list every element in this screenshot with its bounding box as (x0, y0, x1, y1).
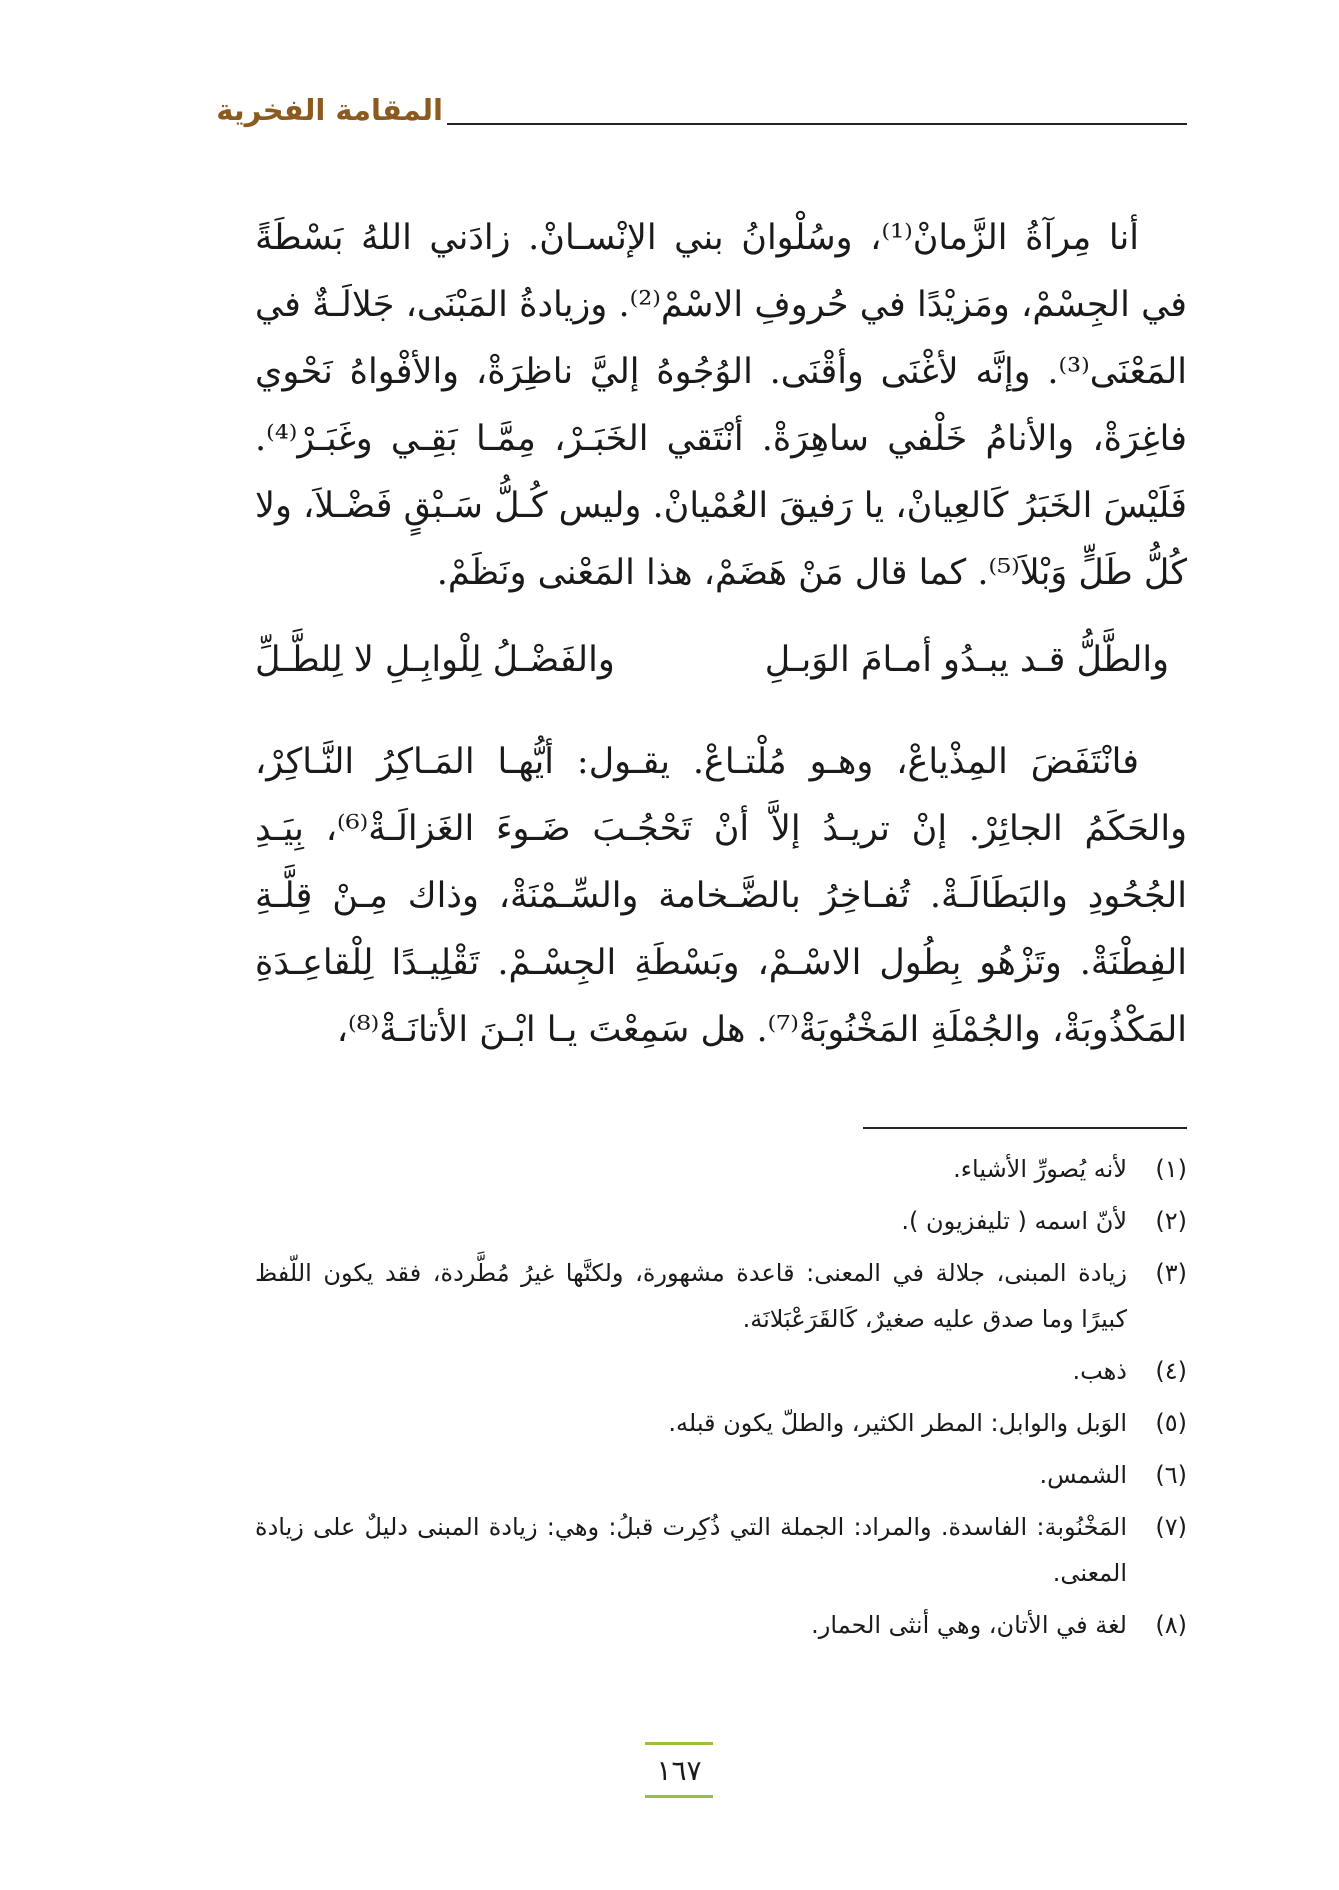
footnote-text: الشمس. (1039, 1461, 1127, 1489)
footnote-number: (٥) (1155, 1409, 1187, 1437)
footnote-text: لأنه يُصورِّ الأشياء. (953, 1155, 1127, 1183)
footnote-number: (٧) (1155, 1513, 1187, 1541)
footnote-item (255, 1602, 1187, 1648)
footnote-text: لغة في الأتان، وهي أنثى الحمار. (811, 1611, 1127, 1639)
footnote-number: (٦) (1155, 1461, 1187, 1489)
footnote-number: (١) (1155, 1155, 1187, 1183)
footnote-text: الوَبل والوابل: المطر الكثير، والطلّ يكون قبله. (668, 1409, 1127, 1437)
footnote-number: (٤) (1155, 1357, 1187, 1385)
footnote-item (255, 1400, 1187, 1446)
footnote-item (255, 1504, 1187, 1596)
footnote-number: (٣) (1155, 1259, 1187, 1287)
running-header-title: المقامة الفخرية (216, 93, 443, 127)
footnote-item (255, 1348, 1187, 1394)
poem-second-hemistich: والفَضْـلُ لِلْوابِـلِ لا لِلطَّـلِّ (255, 640, 615, 680)
poem-verse (255, 625, 1187, 695)
paragraph-1: أنا مِرآةُ الزَّمانْ⁽¹⁾، وسُلْوانُ بني الإنْسـانْ. زادَني اللهُ بَسْطَةً في الجِسْمْ، ومَزيْدًا في حُروفِ الاسْمْ⁽²⁾. وزيادةُ المَبْنَى، جَلالَـةٌ في المَعْنَى⁽³⁾. وإنَّه لأغْنَى وأقْنَى. الوُجُوهُ إليَّ ناظِرَةْ، والأفْواهُ نَحْوي فاغِرَةْ، والأنامُ خَلْفي ساهِرَةْ. أنْتَقي الخَبَـرْ، مِمَّـا بَقِـي وغَبَـرْ⁽⁴⁾. فَلَيْسَ الخَبَرُ كَالعِيانْ، يا رَفيقَ العُمْيانْ. وليس كُـلُّ سَـبْقٍ فَضْـلاَ، ولا كُلُّ طَلٍّ وَبْلاَ⁽⁵⁾. كما قال مَنْ هَضَمْ، هذا المَعْنى ونَظَمْ. (255, 218, 1187, 593)
main-text (255, 205, 1187, 1064)
footnote-text: ذهب. (1072, 1357, 1127, 1385)
paragraph-2: فانْتَفَضَ المِذْياعْ، وهـو مُلْتـاعْ. يقـول: أيُّهـا المَـاكِرُ النَّـاكِرْ، والحَكَمُ الجائِرْ. إنْ تريـدُ إلاَّ أنْ تَحْجُـبَ ضَـوءَ الغَزالَـةْ⁽⁶⁾، بِيَـدِ الجُحُودِ والبَطَالَـةْ. تُفـاخِرُ بالضَّـخامة والسِّـمْنَةْ، وذاك مِـنْ قِلَّـةِ الفِطْنَةْ. وتَزْهُو بِطُول الاسْـمْ، وبَسْطَةِ الجِسْـمْ. تَقْلِيـدًا لِلْقاعِـدَةِ المَكْذُوبَةْ، والجُمْلَةِ المَخْنُوبَةْ⁽⁷⁾. هل سَمِعْتَ يـا ابْـنَ الأتانَـةْ⁽⁸⁾، (255, 742, 1187, 1050)
footnote-item (255, 1452, 1187, 1498)
footnote-item (255, 1250, 1187, 1342)
poem-first-hemistich: والطَّلُّ قـد يبـدُو أمـامَ الوَبـلِ (764, 640, 1169, 680)
footnote-item (255, 1146, 1187, 1192)
footnote-number: (٨) (1155, 1611, 1187, 1639)
footnote-text: زيادة المبنى، جلالة في المعنى: قاعدة مشهورة، ولكنَّها غيرُ مُطَّردة، فقد يكون اللّفظ كبيرًا وما صدق عليه صغيرٌ، كَالقَرَعْبَلانَة. (255, 1259, 1127, 1333)
footnote-text: المَخْنُوبة: الفاسدة. والمراد: الجملة التي ذُكِرت قبلُ: وهي: زيادة المبنى دليلٌ على زيادة المعنى. (255, 1513, 1127, 1587)
header-rule (447, 123, 1187, 125)
page-number: ١٦٧ (656, 1754, 702, 1787)
footnote-separator (863, 1127, 1187, 1129)
footnote-number: (٢) (1155, 1207, 1187, 1235)
page-number-rule-bottom (645, 1795, 713, 1798)
footnote-item (255, 1198, 1187, 1244)
footnotes (255, 1146, 1187, 1654)
page-number-rule-top (645, 1742, 713, 1745)
footnote-text: لأنّ اسمه ( تليفزيون ). (901, 1207, 1127, 1235)
